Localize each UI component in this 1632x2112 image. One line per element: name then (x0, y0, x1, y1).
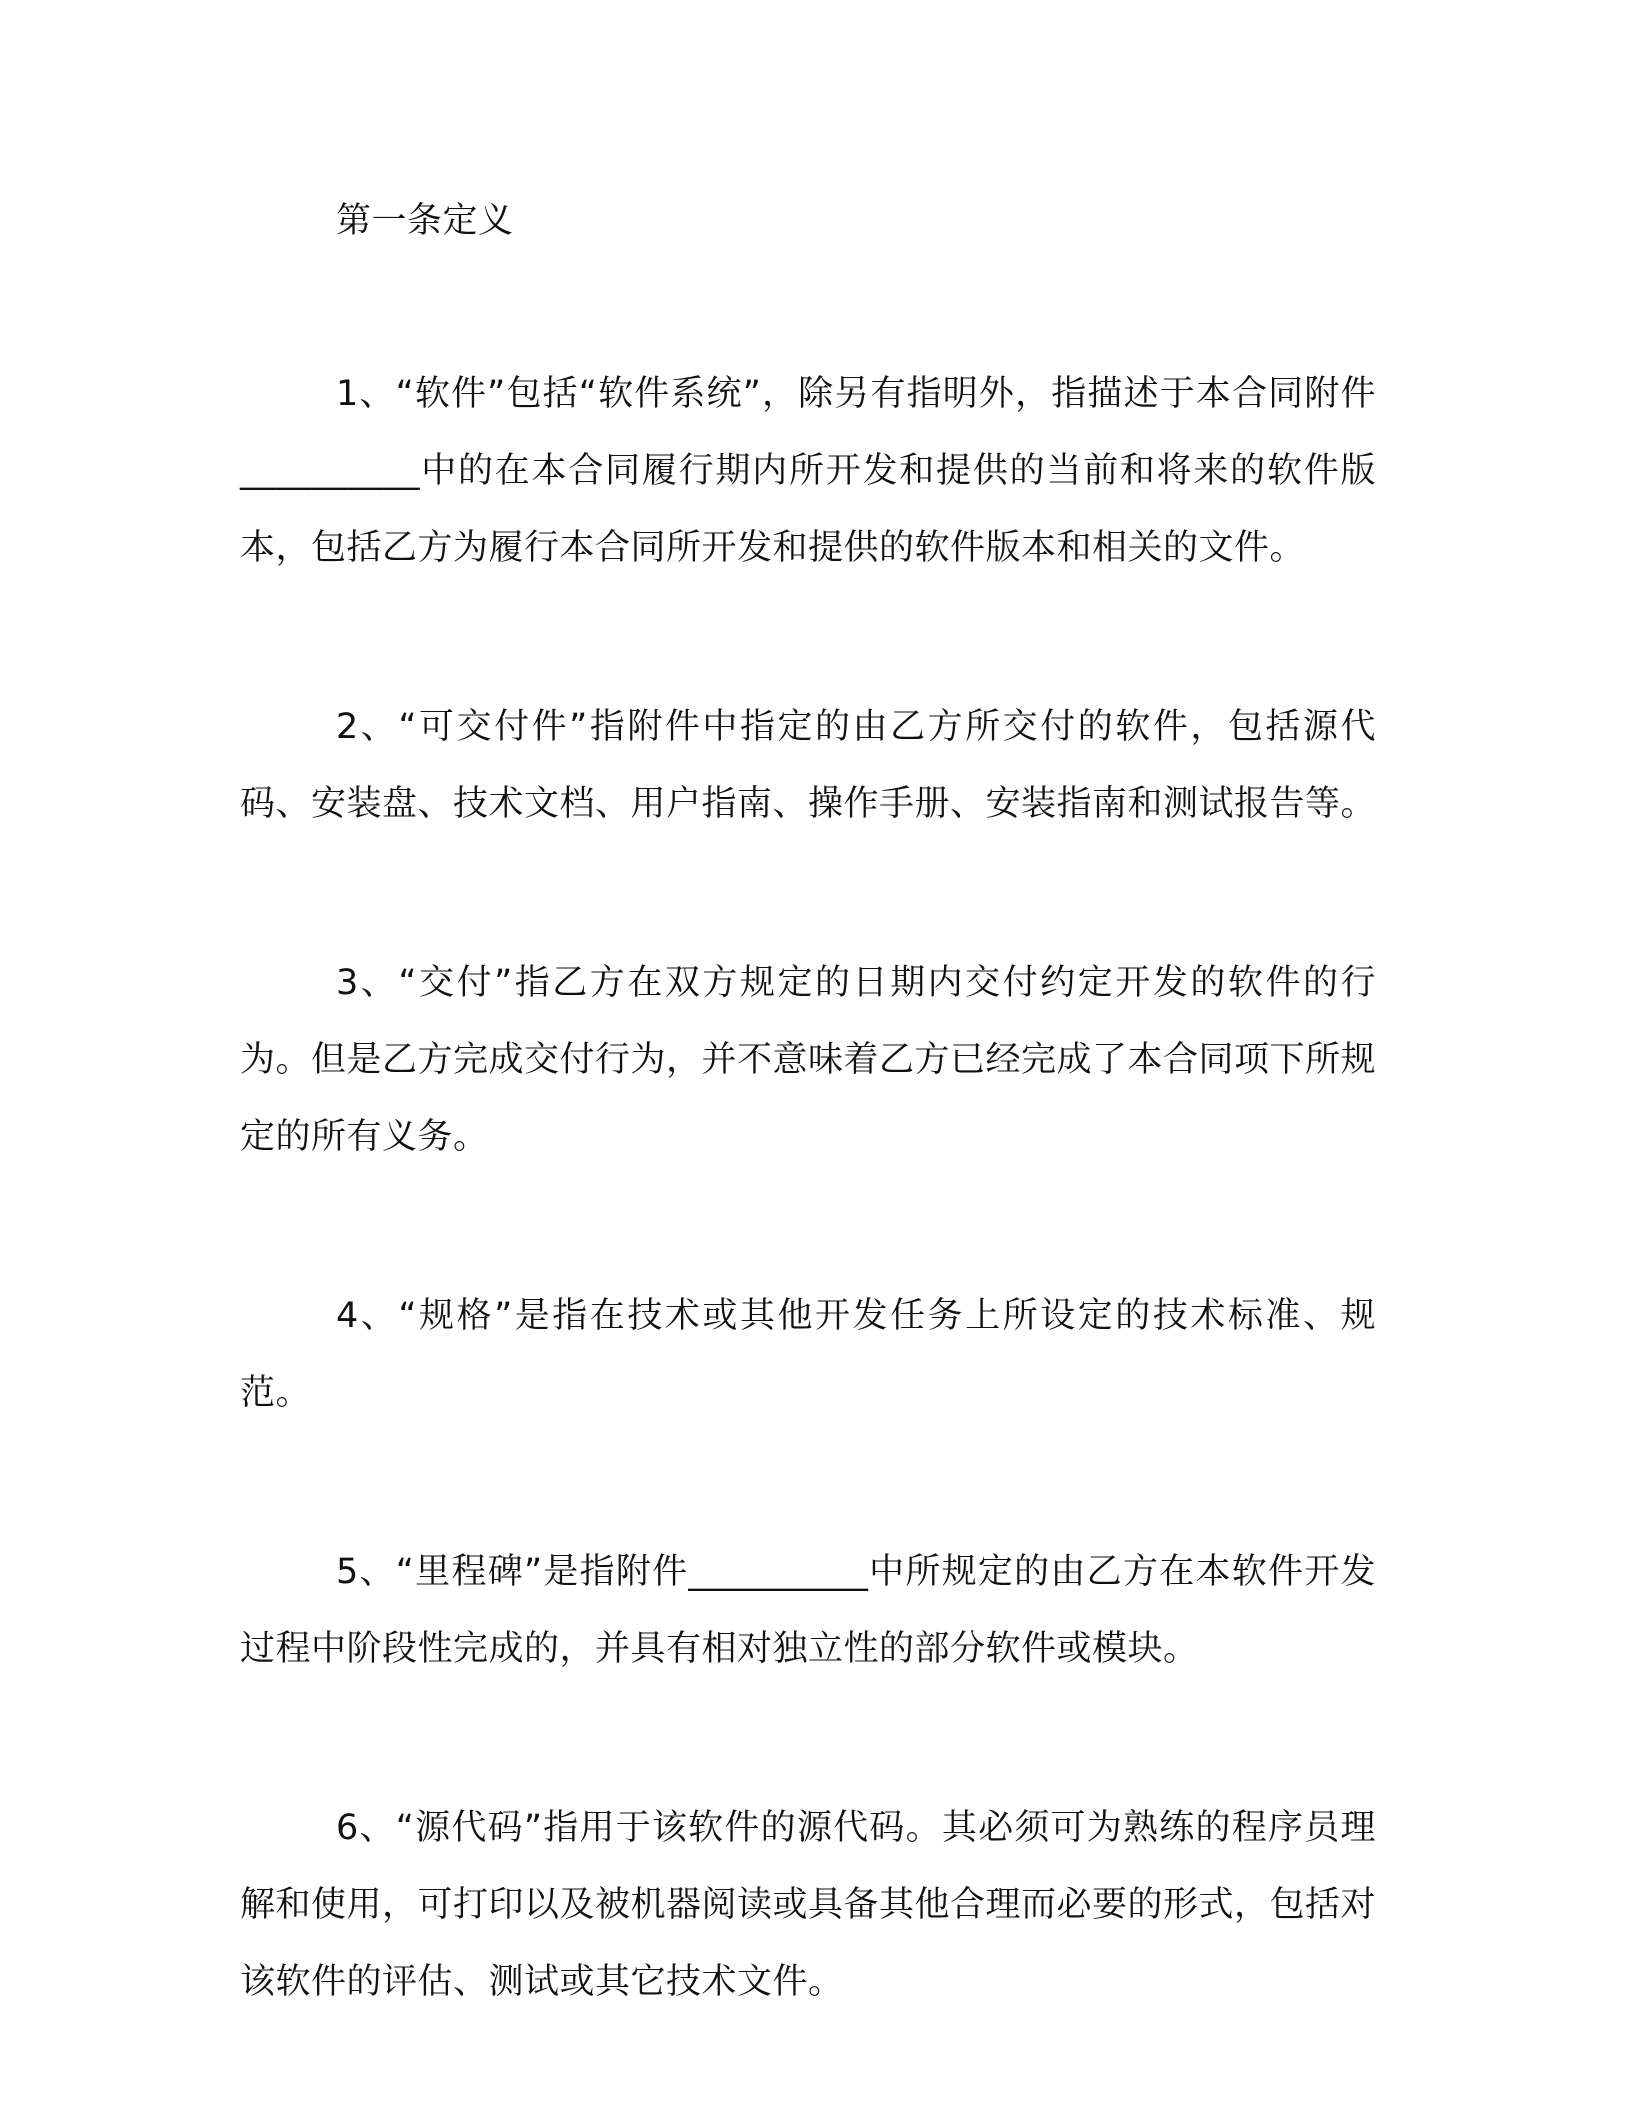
definition-paragraph-2: 2、“可交付件”指附件中指定的由乙方所交付的软件，包括源代码、安装盘、技术文档、用户指南、操作手册、安装指南和测试报告等。 (240, 707, 1377, 824)
spacer (240, 1176, 1376, 1278)
spacer (240, 1688, 1376, 1790)
spacer (240, 260, 1376, 356)
definition-paragraph-3: 3、“交付”指乙方在双方规定的日期内交付约定开发的软件的行为。但是乙方完成交付行为，并不意味着乙方已经完成了本合同项下所规定的所有义务。 (240, 963, 1377, 1157)
document-body (240, 183, 1376, 2021)
definition-paragraph-6: 6、“源代码”指用于该软件的源代码。其必须可为熟练的程序员理解和使用，可打印以及被机器阅读或具备其他合理而必要的形式，包括对该软件的评估、测试或其它技术文件。 (240, 1808, 1377, 2002)
definition-paragraph-5: 5、“里程碑”是指附件__________中所规定的由乙方在本软件开发过程中阶段性完成的，并具有相对独立性的部分软件或模块。 (240, 1552, 1376, 1669)
spacer (240, 1432, 1376, 1534)
spacer (240, 587, 1376, 689)
definition-paragraph-4: 4、“规格”是指在技术或其他开发任务上所设定的技术标准、规范。 (240, 1296, 1376, 1413)
definition-paragraph-1: 1、“软件”包括“软件系统”，除另有指明外，指描述于本合同附件__________中的在本合同履行期内所开发和提供的当前和将来的软件版本，包括乙方为履行本合同所开发和提供的软件版本和相关的文件。 (240, 374, 1376, 568)
section-heading: 第一条定义 (336, 201, 514, 241)
spacer (240, 843, 1376, 945)
